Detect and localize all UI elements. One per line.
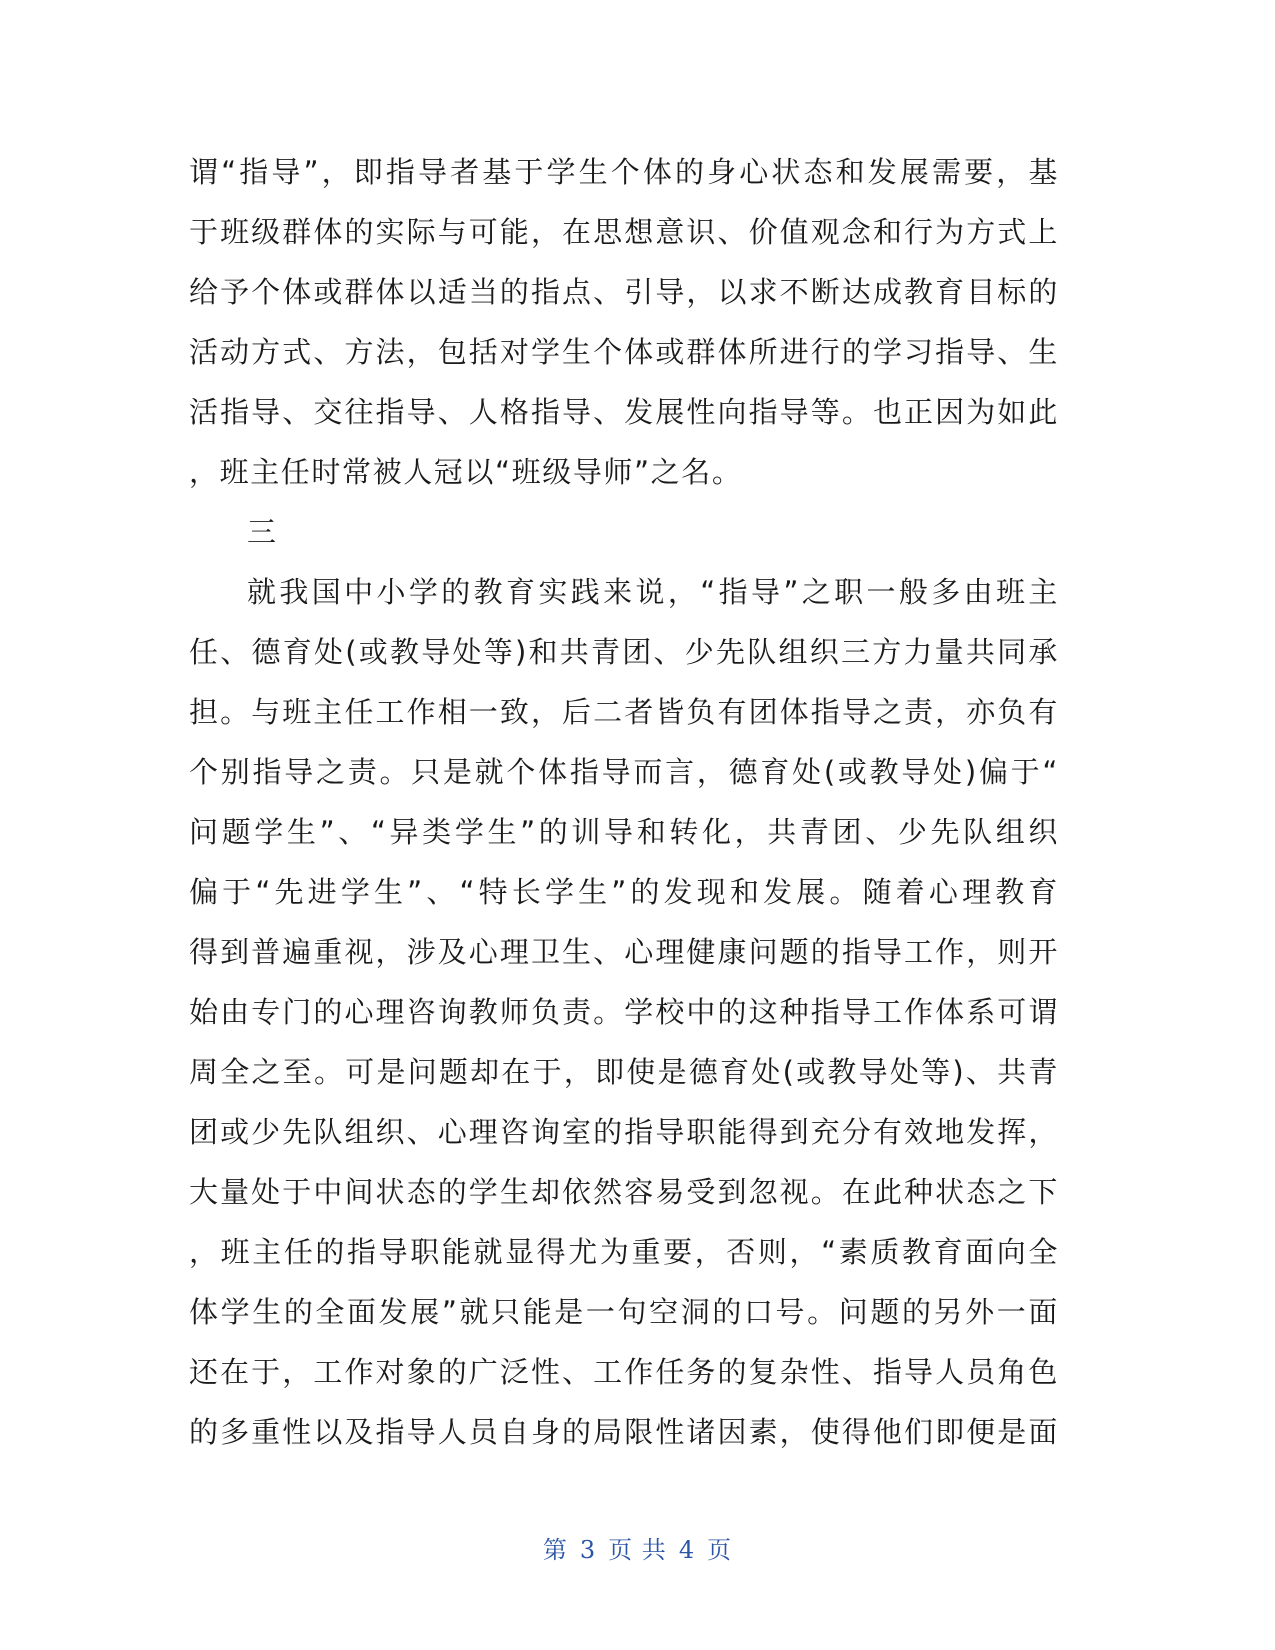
text-line: 还在于，工作对象的广泛性、工作任务的复杂性、指导人员角色 — [189, 1355, 1059, 1389]
text-line: 活指导、交往指导、人格指导、发展性向指导等。也正因为如此 — [189, 395, 1059, 429]
text-line: 担。与班主任工作相一致，后二者皆负有团体指导之责，亦负有 — [189, 695, 1059, 729]
text-line: 问题学生”、“异类学生”的训导和转化，共青团、少先队组织 — [189, 815, 1059, 849]
text-line: 个别指导之责。只是就个体指导而言，德育处(或教导处)偏于“ — [189, 755, 1059, 789]
text-line: 给予个体或群体以适当的指点、引导，以求不断达成教育目标的 — [189, 275, 1059, 309]
text-line: 偏于“先进学生”、“特长学生”的发现和发展。随着心理教育 — [189, 875, 1059, 909]
footer-page-number: 3 — [579, 1536, 597, 1564]
text-line: 任、德育处(或教导处等)和共青团、少先队组织三方力量共同承 — [189, 635, 1059, 669]
footer-total-pages: 4 — [678, 1536, 696, 1564]
footer-suffix: 页 — [707, 1536, 733, 1564]
section-heading: 三 — [247, 515, 278, 549]
text-line: 始由专门的心理咨询教师负责。学校中的这种指导工作体系可谓 — [189, 995, 1059, 1029]
text-line: ，班主任的指导职能就显得尤为重要，否则，“素质教育面向全 — [189, 1235, 1059, 1269]
text-line: 谓“指导”，即指导者基于学生个体的身心状态和发展需要，基 — [189, 155, 1059, 189]
page-footer — [0, 1530, 1275, 1565]
text-line: 得到普遍重视，涉及心理卫生、心理健康问题的指导工作，则开 — [189, 935, 1059, 969]
footer-prefix: 第 — [542, 1536, 568, 1564]
footer-middle: 页 共 — [608, 1536, 667, 1564]
text-line: ，班主任时常被人冠以“班级导师”之名。 — [189, 455, 743, 489]
body-text — [189, 142, 1059, 1462]
text-line: 周全之至。可是问题却在于，即使是德育处(或教导处等)、共青 — [189, 1055, 1059, 1089]
text-line: 体学生的全面发展”就只能是一句空洞的口号。问题的另外一面 — [189, 1295, 1059, 1329]
text-line: 就我国中小学的教育实践来说，“指导”之职一般多由班主 — [247, 575, 1059, 609]
text-line: 活动方式、方法，包括对学生个体或群体所进行的学习指导、生 — [189, 335, 1059, 369]
text-line: 大量处于中间状态的学生却依然容易受到忽视。在此种状态之下 — [189, 1175, 1059, 1209]
text-line: 于班级群体的实际与可能，在思想意识、价值观念和行为方式上 — [189, 215, 1059, 249]
text-line: 的多重性以及指导人员自身的局限性诸因素，使得他们即便是面 — [189, 1415, 1059, 1449]
text-line: 团或少先队组织、心理咨询室的指导职能得到充分有效地发挥， — [189, 1115, 1059, 1149]
